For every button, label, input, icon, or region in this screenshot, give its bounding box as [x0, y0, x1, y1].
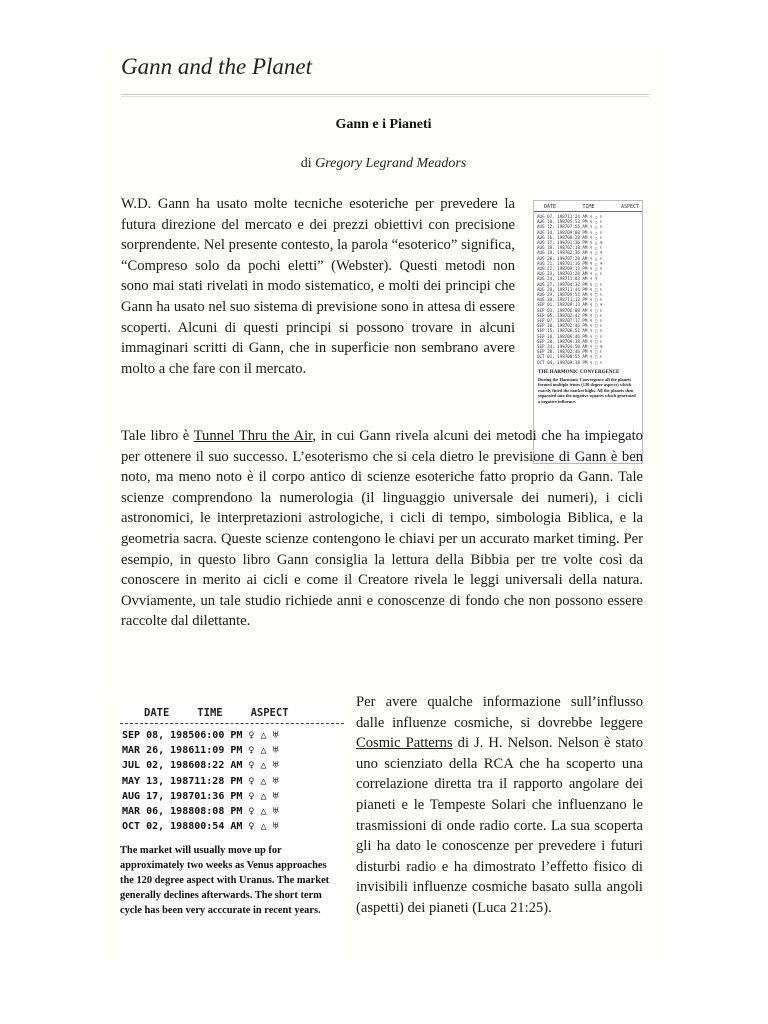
book-title-cosmic-patterns: Cosmic Patterns — [356, 735, 453, 752]
figure1-col-aspect: ASPECT — [620, 204, 639, 210]
figure2-header — [120, 697, 344, 724]
table-row: AUG 17, 198701:36 PM ♀ △ ♅ — [537, 240, 603, 246]
figure1-header — [534, 201, 642, 212]
author-name: Gregory Legrand Meadors — [315, 156, 467, 171]
table-row: SEP 15, 198708:52 AM ♀ □ ♄ — [537, 328, 603, 334]
table-row: AUG 19, 198702:36 AM ♀ △ ♅ — [537, 250, 603, 256]
figure2-col-time: TIME — [197, 707, 223, 719]
paragraph2-text-after: , in cui Gann rivela alcuni dei metodi che ha impiegato per ottenere il suo successo. L’esoterismo che si cela dietro le previsione di Gann è ben noto, ma meno noto è il corpo antico di scienze esoteriche fatto proprio da Gann. Tale scienze comprendono la numerologia (il linguaggio universale dei numeri), i cicli astronomici, le interpretazioni astrologiche, i cicli di tempo, simbologia Biblica, e la geometria sacra. Queste scienze contengono le chiavi per un accurato market timing. Per esempio, in questo libro Gann consiglia la lettura della Bibbia per tre volte così da conoscere in merito ai cicli e come il Creatore rivela le leggi universali della natura. Ovviamente, un tale studio richiede anni e conoscenze di fondo che non possono essere raccolte dal dilettante. — [121, 428, 643, 630]
table-row: AUG 20, 198707:20 AM ♀ △ ♄ — [537, 255, 603, 261]
table-row: SEP 05, 198702:42 PM ♀ □ ♄ — [537, 312, 603, 318]
table-row: AUG 23, 198703:28 AM ♀ △ ♄ — [537, 271, 603, 277]
paragraph3-text-after: di J. H. Nelson. Nelson è stato uno scienziato della RCA che ha scoperto una correlazione diretta tra il rapporto angolare dei pianeti e le Tempeste Solari che influenzano le trasmissioni di onde radio corte. La sua scoperta gli ha dato le conoscenze per prevedere i futuri disturbi radio e ha dimostrato l’effetto fisico di invisibili influenze cosmiche basato sulla angoli (aspetti) dei pianeti (Luca 21:25). — [356, 735, 643, 916]
table-row: MAY 13, 198711:28 PM ♀ △ ♅ — [122, 775, 279, 787]
table-row: AUG 29, 198709:54 AM ♀ □ ♄ — [537, 292, 603, 298]
figure2-caption: The market will usually move up for approximately two weeks as Venus approaches the 120 degree aspect with Uranus. The market generally declines afterwards. The short term cycle has been very acccurate in recent years. — [120, 845, 330, 916]
header-rule — [121, 94, 649, 97]
table-row: AUG 14, 198709:08 PM ♀ △ ♄ — [537, 229, 603, 235]
table-row: SEP 28, 198702:46 PM ♀ □ ♄ — [537, 349, 603, 355]
figure2-rows — [120, 724, 344, 834]
table-row: AUG 24, 198711:03 AM ♀ ♆ — [537, 276, 598, 282]
paragraph3-text-before: Per avere qualche informazione sull’influsso dalle influenze cosmiche, si dovrebbe leggere — [356, 694, 643, 731]
table-row: AUG 18, 198702:18 AM ♀ △ ♄ — [537, 245, 603, 251]
figure1-caption: During the Harmonic Convergence all the planets formed multiple trines (120 degree aspects) which exactly fitted the market highs. All the planets then separated into the negative squares which generated a negative influence. — [538, 376, 636, 404]
table-row: SEP 01, 198709:13 AM ♀ □ ♅ — [537, 302, 603, 308]
table-row: JUL 02, 198608:22 AM ♀ △ ♅ — [122, 760, 279, 772]
figure-harmonic-convergence — [533, 200, 643, 464]
table-row: SEP 08, 198506:00 PM ♀ △ ♅ — [122, 730, 279, 741]
table-row: MAR 26, 198611:09 PM ♀ △ ♅ — [122, 745, 279, 757]
table-row: AUG 10, 198705:53 PM ♀ △ ♄ — [537, 219, 603, 225]
figure2-col-date: DATE — [144, 707, 170, 719]
table-row: SEP 20, 198709:38 AM ♀ □ ♄ — [537, 338, 603, 344]
figure1-caption-title: THE HARMONIC CONVERGENCE — [538, 369, 620, 375]
table-row: SEP 24, 198704:50 AM ♀ □ ♅ — [537, 344, 603, 350]
table-row: AUG 17, 198701:36 PM ♀ △ ♅ — [122, 790, 279, 802]
table-row: SEP 03, 198706:08 AM ♀ □ ♄ — [537, 307, 603, 313]
figure1-rows — [534, 212, 642, 367]
running-head: Gann and the Planet — [121, 54, 312, 79]
table-row: AUG 30, 198711:13 PM ♀ □ ♄ — [537, 297, 603, 303]
paragraph2-text-before: Tale libro è — [121, 428, 194, 444]
table-row: SEP 18, 198706:46 PM ♀ □ ♄ — [537, 333, 603, 339]
figure1-col-time: TIME — [582, 204, 595, 210]
table-row: AUG 16, 198708:28 AM ♀ △ ♄ — [537, 234, 603, 240]
table-row: AUG 07, 198711:24 AM ♀ △ ♄ — [537, 214, 603, 219]
table-row: OCT 02, 198800:54 AM ♀ △ ♅ — [122, 821, 279, 833]
document-page — [108, 42, 659, 964]
book-title-tunnel-thru-the-air: Tunnel Thru the Air — [193, 428, 313, 444]
paragraph-2 — [121, 426, 643, 632]
byline — [108, 156, 659, 172]
article-title: Gann e i Pianeti — [335, 117, 432, 132]
table-row: MAR 06, 198808:08 PM ♀ △ ♅ — [122, 806, 279, 818]
byline-prefix: di — [300, 156, 312, 171]
table-row: AUG 22, 198709:13 PM ♀ △ ♄ — [537, 266, 603, 272]
paragraph-1: W.D. Gann ha usato molte tecniche esoteriche per prevedere la futura direzione del mercato e dei prezzi obiettivi con precisione sorprendente. Nel presente contesto, la parola “esoterico” significa, “Compreso solo da pochi eletti” (Webster). Questi metodi non sono mai stati rivelati in modo sistematico, e molti dei principi che Gann ha usato nel suo sistema di previsione sono in attesa di essere scoperti. Alcuni di questi principi si possono trovare in alcuni immaginari scritti di Gann, che in superficie non sembrano avere molto a che fare con il mercato. — [121, 196, 515, 377]
table-row: OCT 01, 198708:55 AM ♀ □ ♄ — [537, 354, 603, 360]
table-row: SEP 10, 198702:46 PM ♀ □ ♄ — [537, 323, 603, 329]
figure2-col-aspect: ASPECT — [250, 707, 289, 719]
table-row: AUG 21, 198701:16 PM ♀ △ ♅ — [537, 260, 603, 266]
figure-venus-uranus — [120, 697, 344, 955]
table-row: OCT 04, 198709:18 PM ♀ □ ♄ — [537, 359, 603, 365]
table-row: AUG 12, 198707:55 AM ♀ △ ♄ — [537, 224, 603, 230]
table-row: AUG 27, 198704:32 PM ♀ □ ♄ — [537, 281, 603, 287]
table-row: SEP 07, 198707:17 PM ♀ □ ♄ — [537, 318, 603, 324]
table-row: AUG 28, 198711:44 PM ♀ □ ♄ — [537, 286, 603, 292]
figure1-col-date: DATE — [544, 204, 557, 210]
paragraph-3 — [356, 692, 643, 919]
